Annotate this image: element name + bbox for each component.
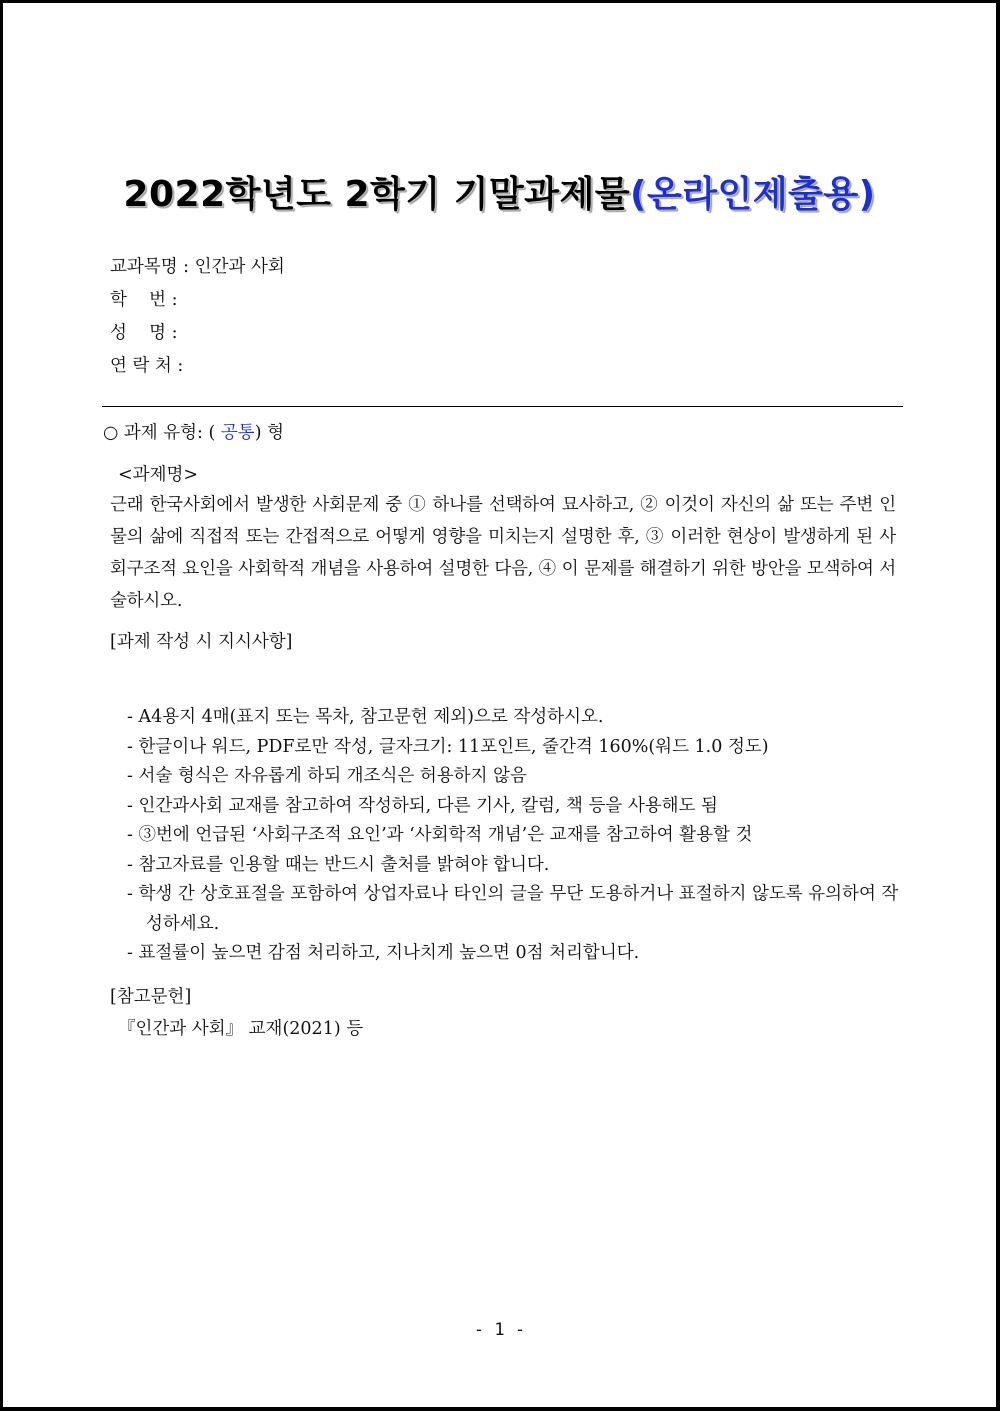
assignment-type-prefix: ○ 과제 유형: ( [103, 423, 221, 443]
assignment-type-suffix: ) 형 [254, 423, 284, 443]
instruction-item: - 인간과사회 교재를 참고하여 작성하되, 다른 기사, 칼럼, 책 등을 사용해도 됨 [127, 795, 718, 816]
instruction-item: - ③번에 언급된 ‘사회구조적 요인’과 ‘사회학적 개념’은 교재를 참고하여 활용할 것 [127, 825, 753, 845]
title-accent: (온라인제출용) [630, 174, 876, 215]
references-heading: [참고문헌] [110, 987, 192, 1007]
student-name-row: 성 명 : [110, 323, 178, 343]
instruction-item: - 한글이나 워드, PDF로만 작성, 글자크기: 11포인트, 줄간격 160%(워드 1.0 정도) [127, 736, 769, 757]
task-heading: <과제명> [118, 465, 199, 485]
task-body: 근래 한국사회에서 발생한 사회문제 중 ① 하나를 선택하여 묘사하고, ② 이것이 자신의 삶 또는 주변 인물의 삶에 직접적 또는 간접적으로 어떻게 영향을 미치는지 설명한 후, ③ 이러한 현상이 발생하게 된 사회구조적 요인을 사회학적 개념을 사용하여 설명한 다음, ④ 이 문제를 해결하기 위한 방안을 모색하여 서술하시오. [110, 495, 896, 611]
instructions-heading: [과제 작성 시 지시사항] [110, 632, 293, 652]
title-main: 2022학년도 2학기 기말과제물 [123, 174, 630, 215]
reference-item: 『인간과 사회』 교재(2021) 등 [118, 1019, 364, 1039]
student-info [110, 255, 285, 387]
assignment-type [103, 419, 284, 444]
page-number: - 1 - [473, 1320, 526, 1340]
instruction-item: - 학생 간 상호표절을 포함하여 상업자료나 타인의 글을 무단 도용하거나 표절하지 않도록 유의하여 작성하세요. [127, 884, 899, 934]
course-value: 인간과 사회 [194, 257, 285, 277]
student-id-row: 학 번 : [110, 290, 178, 310]
instruction-item: - 서술 형식은 자유롭게 하되 개조식은 허용하지 않음 [127, 766, 527, 786]
course-label: 교과목명 : [110, 257, 195, 277]
contact-row: 연 락 처 : [110, 356, 184, 376]
page-title [3, 166, 996, 217]
assignment-type-value: 공통 [220, 423, 255, 443]
instruction-item: - A4용지 4매(표지 또는 목차, 참고문헌 제외)으로 작성하시오. [127, 707, 604, 727]
divider [102, 406, 903, 407]
instruction-item: - 표절률이 높으면 감점 처리하고, 지나치게 높으면 0점 처리합니다. [127, 943, 640, 963]
course-row [110, 255, 285, 288]
instruction-item: - 참고자료를 인용할 때는 반드시 출처를 밝혀야 합니다. [127, 854, 550, 875]
instructions-list [127, 703, 899, 969]
